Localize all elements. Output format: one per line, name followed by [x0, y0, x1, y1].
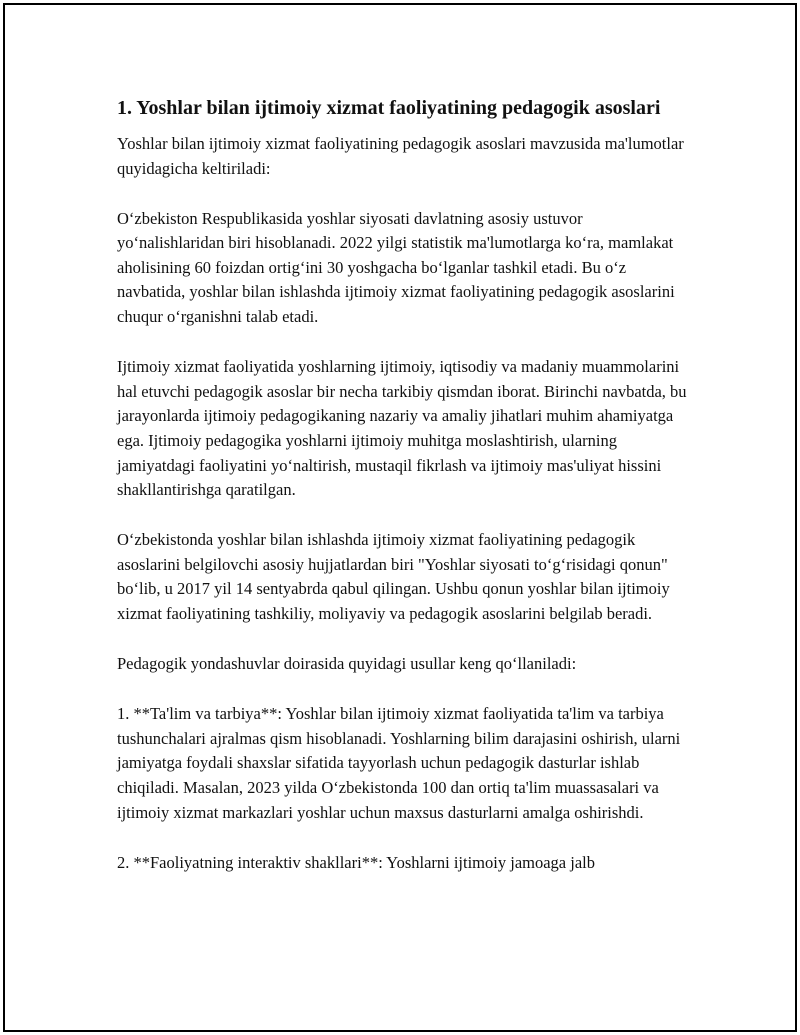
paragraph-methods-intro: Pedagogik yondashuvlar doirasida quyidagi usullar keng qo‘llaniladi: — [117, 654, 577, 674]
paragraph-youth-policy: O‘zbekiston Respublikasida yoshlar siyosati davlatning asosiy ustuvor yo‘nalishlaridan biri hisoblanadi. 2022 yilgi statistik ma'lumotlarga ko‘ra, mamlakat aholisining 60 foizdan ortig‘ini 30 yoshgacha bo‘lganlar tashkil etadi. Bu o‘z navbatida, yoshlar bilan ishlashda ijtimoiy xizmat faoliyatining pedagogik asoslarini chuqur o‘rganishni talab etadi. — [117, 208, 675, 327]
document-body — [117, 94, 692, 901]
list-item-interactive: 2. **Faoliyatning interaktiv shakllari**: Yoshlarni ijtimoiy jamoaga jalb — [117, 852, 595, 872]
paragraph-social-pedagogy: Ijtimoiy xizmat faoliyatida yoshlarning ijtimoiy, iqtisodiy va madaniy muammolarini hal etuvchi pedagogik asoslar bir necha tarkibiy qismdan iborat. Birinchi navbatda, bu jarayonlarda ijtimoiy pedagogikaning nazariy va amaliy jihatlari muhim ahamiyatga ega. Ijtimoiy pedagogika yoshlarni ijtimoiy muhitga moslashtirish, ularning jamiyatdagi faoliyatini yo‘naltirish, mustaqil fikrlash va ijtimoiy mas'uliyat hissini shakllantirishga qaratilgan. — [117, 357, 687, 500]
list-item-education: 1. **Ta'lim va tarbiya**: Yoshlar bilan ijtimoiy xizmat faoliyatida ta'lim va tarbiya tushunchalari ajralmas qism hisoblanadi. Yoshlarning bilim darajasini oshirish, ularni jamiyatga foydali shaxslar sifatida tayyorlash uchun pedagogik dasturlar ishlab chiqiladi. Masalan, 2023 yilda O‘zbekistonda 100 dan ortiq ta'lim muassasalari va ijtimoiy xizmat markazlari yoshlar uchun maxsus dasturlarni amalga oshirishdi. — [117, 704, 681, 822]
paragraph-intro: Yoshlar bilan ijtimoiy xizmat faoliyatining pedagogik asoslari mavzusida ma'lumotlar quyidagicha keltiriladi: — [117, 134, 684, 178]
section-title: 1. Yoshlar bilan ijtimoiy xizmat faoliyatining pedagogik asoslari — [117, 97, 661, 119]
paragraph-youth-law: O‘zbekistonda yoshlar bilan ishlashda ijtimoiy xizmat faoliyatining pedagogik asoslarini belgilovchi asosiy hujjatlardan biri "Yoshlar siyosati to‘g‘risidagi qonun" bo‘lib, u 2017 yil 14 sentyabrda qabul qilingan. Ushbu qonun yoshlar bilan ijtimoiy xizmat faoliyatining tashkiliy, moliyaviy va pedagogik asoslarini belgilab beradi. — [117, 530, 670, 623]
